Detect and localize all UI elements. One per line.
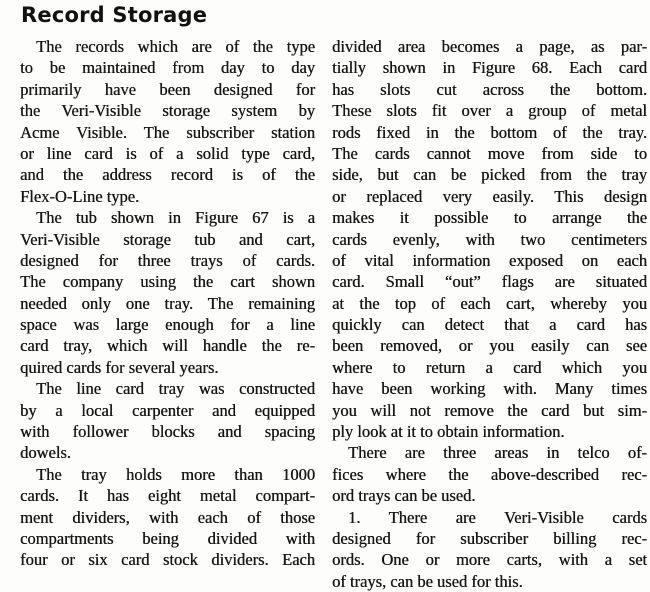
text-line: Flex-O-Line type. [20,186,140,206]
text-line: These slots fit over a group of metal [332,101,647,121]
text-line: card tray, which will handle the re- [20,336,315,356]
text-line: with follower blocks and spacing [20,422,315,442]
text-line: Veri-Visible storage tub and cart, [20,229,315,249]
text-line: the Veri-Visible storage system by [20,101,315,121]
text-line: space was large enough for a line [20,315,315,335]
text-line: designed for three trays of cards. [20,250,315,270]
text-line: The tray holds more than 1000 [36,464,315,484]
text-line: The company using the cart shown [20,272,315,292]
text-line: of vital information exposed on each [332,250,647,270]
text-line: card. Small “out” flags are situated [332,272,647,292]
two-column-text-block [20,36,647,592]
text-line: by a local carpenter and equipped [20,400,315,420]
section-heading: Record Storage [21,3,208,27]
text-line: Acme Visible. The subscriber station [20,122,315,142]
text-line: ords. One or more carts, with a set [332,550,647,570]
text-column-right [332,36,647,592]
text-line: quired cards for several years. [20,357,219,377]
text-line: makes it possible to arrange the [332,208,647,228]
text-line: or replaced very easily. This design [332,186,647,206]
text-line: primarily have been designed for [20,79,315,99]
text-line: cards evenly, with two centimeters [332,229,647,249]
text-line: The line card tray was constructed [36,379,315,399]
text-line: rods fixed in the bottom of the tray. [332,122,647,142]
text-line: and the address record is of the [20,165,315,185]
text-line: to be maintained from day to day [20,58,315,78]
text-line: dowels. [20,443,71,463]
text-line: or line card is of a solid type card, [20,143,315,163]
text-line: ord trays can be used. [332,486,476,506]
text-line: compartments being divided with [20,528,315,548]
text-line: where to return a card which you [332,357,647,377]
text-line: ment dividers, with each of those [20,507,315,527]
text-column-left [20,36,315,592]
text-line: side, but can be picked from the tray [332,165,647,185]
text-line: cards. It has eight metal compart- [20,486,315,506]
text-line: ply look at it to obtain information. [332,422,565,442]
text-line: 1. There are Veri-Visible cards [348,507,647,527]
text-line: fices where the above-described rec- [332,464,647,484]
text-line: divided area becomes a page, as par- [332,37,647,56]
text-line: quickly can detect that a card has [332,315,647,335]
text-line: have been working with. Many times [332,379,647,399]
text-line: tially shown in Figure 68. Each card [332,58,647,78]
text-line: at the top of each cart, whereby you [332,293,647,313]
text-line: The records which are of the type [36,37,315,56]
text-line: of trays, can be used for this. [332,571,523,591]
text-line: needed only one tray. The remaining [20,293,315,313]
text-line: There are three areas in telco of- [348,443,647,463]
text-line: The cards cannot move from side to [332,143,647,163]
text-line: The tub shown in Figure 67 is a [36,208,315,228]
text-line: you will not remove the card but sim- [332,400,647,420]
text-line: designed for subscriber billing rec- [332,528,647,548]
text-line: been removed, or you easily can see [332,336,647,356]
text-line: has slots cut across the bottom. [332,79,647,99]
text-line: four or six card stock dividers. Each [20,550,315,570]
